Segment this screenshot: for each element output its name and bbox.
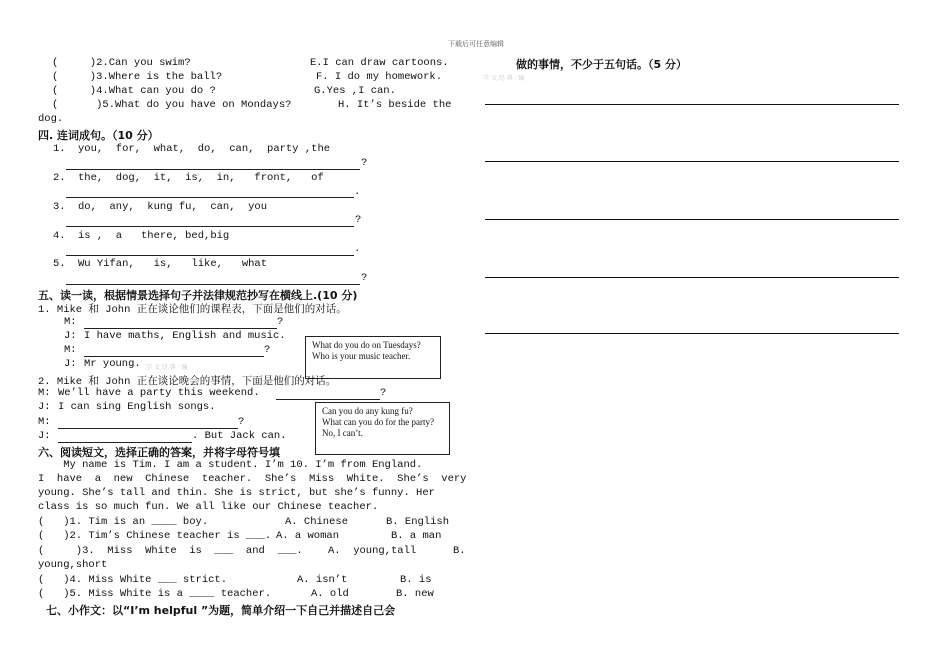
option-sentence: Can you do any kung fu?: [322, 406, 413, 416]
matching-question: ( )4.What can you do ?: [52, 85, 216, 97]
answer-line[interactable]: [58, 442, 192, 443]
word-list: do, any, kung fu, can, you: [78, 201, 268, 213]
option-b: B. a man: [391, 530, 442, 542]
option-a: A. Chinese: [285, 516, 349, 528]
option-box-2: [315, 402, 450, 455]
question-1: ( )1. Tim is an ____ boy.: [38, 516, 209, 528]
question-5: ( )5. Miss White is a ____ teacher.: [38, 588, 272, 600]
matching-wrap: dog.: [38, 113, 64, 125]
option-a: A. isn’t: [297, 574, 348, 586]
section6-title: 六、阅读短文，选择正确的答案，并将字母符号填: [38, 446, 280, 459]
option-a: A. old: [311, 588, 349, 600]
faint-watermark: 学 文 经 典 · 编: [146, 364, 188, 371]
question-3: ( )3. Miss White is ___ and ___.: [38, 545, 303, 557]
section7-continuation: 做的事情，不少于五句话。（5 分）: [516, 58, 687, 71]
section4-title: 四. 连词成句。（10 分）: [38, 129, 159, 142]
matching-question: ( )5.What do you have on Mondays?: [52, 99, 292, 111]
answer-line[interactable]: [58, 428, 238, 429]
writing-line-1[interactable]: [485, 104, 899, 105]
faint-watermark: 学 文 经 典 · 编: [483, 75, 525, 82]
word-list: the, dog, it, is, in, front, of: [78, 172, 324, 184]
page-header: 下载后可任意编辑: [448, 40, 504, 48]
option-b: B. is: [400, 574, 432, 586]
option-b: B. new: [396, 588, 434, 600]
answer-line[interactable]: [66, 226, 354, 227]
answer-line[interactable]: [84, 328, 277, 329]
option-sentence: Who is your music teacher.: [312, 351, 411, 361]
section7-title: 七、小作文：以“I’m helpful ”为题，简单介绍一下自己并描述自己会: [46, 604, 396, 617]
matching-question: ( )2.Can you swim?: [52, 57, 191, 69]
option-b: B.: [453, 545, 466, 557]
dialog-line: We’ll have a party this weekend.: [58, 387, 260, 399]
writing-line-5[interactable]: [485, 333, 899, 334]
writing-line-3[interactable]: [485, 219, 899, 220]
answer-line[interactable]: [276, 399, 380, 400]
matching-answer: E.I can draw cartoons.: [310, 57, 449, 69]
dialog-line: I have maths, English and music.: [84, 330, 286, 342]
option-b: B. English: [386, 516, 450, 528]
option-sentence: No, I can’t.: [322, 428, 363, 438]
question-3-wrap: young,short: [38, 559, 108, 571]
answer-line[interactable]: [66, 169, 360, 170]
answer-line[interactable]: [66, 197, 354, 198]
word-list: is , a there, bed,big: [78, 230, 230, 242]
matching-answer: H. It’s beside the: [338, 99, 452, 111]
option-a: A. a woman: [276, 530, 340, 542]
question-2: ( )2. Tim’s Chinese teacher is ___.: [38, 530, 272, 542]
word-list: you, for, what, do, can, party ,the: [78, 143, 331, 155]
dialog1-intro: 1. Mike 和 John 正在谈论他们的课程表，下面是他们的对话。: [38, 304, 347, 316]
option-sentence: What can you do for the party?: [322, 417, 434, 427]
answer-line[interactable]: [66, 255, 354, 256]
option-sentence: What do you do on Tuesdays?: [312, 340, 421, 350]
writing-line-4[interactable]: [485, 277, 899, 278]
answer-line[interactable]: [66, 284, 360, 285]
section5-title: 五、读一读，根据情景选择句子并法律规范抄写在横线上.(10 分): [38, 289, 358, 302]
dialog-line: Mr young.: [84, 358, 141, 370]
option-a: A. young,tall: [328, 545, 417, 557]
question-4: ( )4. Miss White ___ strict.: [38, 574, 228, 586]
dialog2-intro: 2. Mike 和 John 正在谈论晚会的事情，下面是他们的对话。: [38, 376, 337, 388]
matching-answer: G.Yes ,I can.: [314, 85, 396, 97]
matching-question: ( )3.Where is the ball?: [52, 71, 223, 83]
writing-line-2[interactable]: [485, 161, 899, 162]
dialog-line: I can sing English songs.: [58, 401, 216, 413]
answer-line[interactable]: [84, 356, 264, 357]
word-list: Wu Yifan, is, like, what: [78, 258, 268, 270]
matching-answer: F. I do my homework.: [316, 71, 443, 83]
